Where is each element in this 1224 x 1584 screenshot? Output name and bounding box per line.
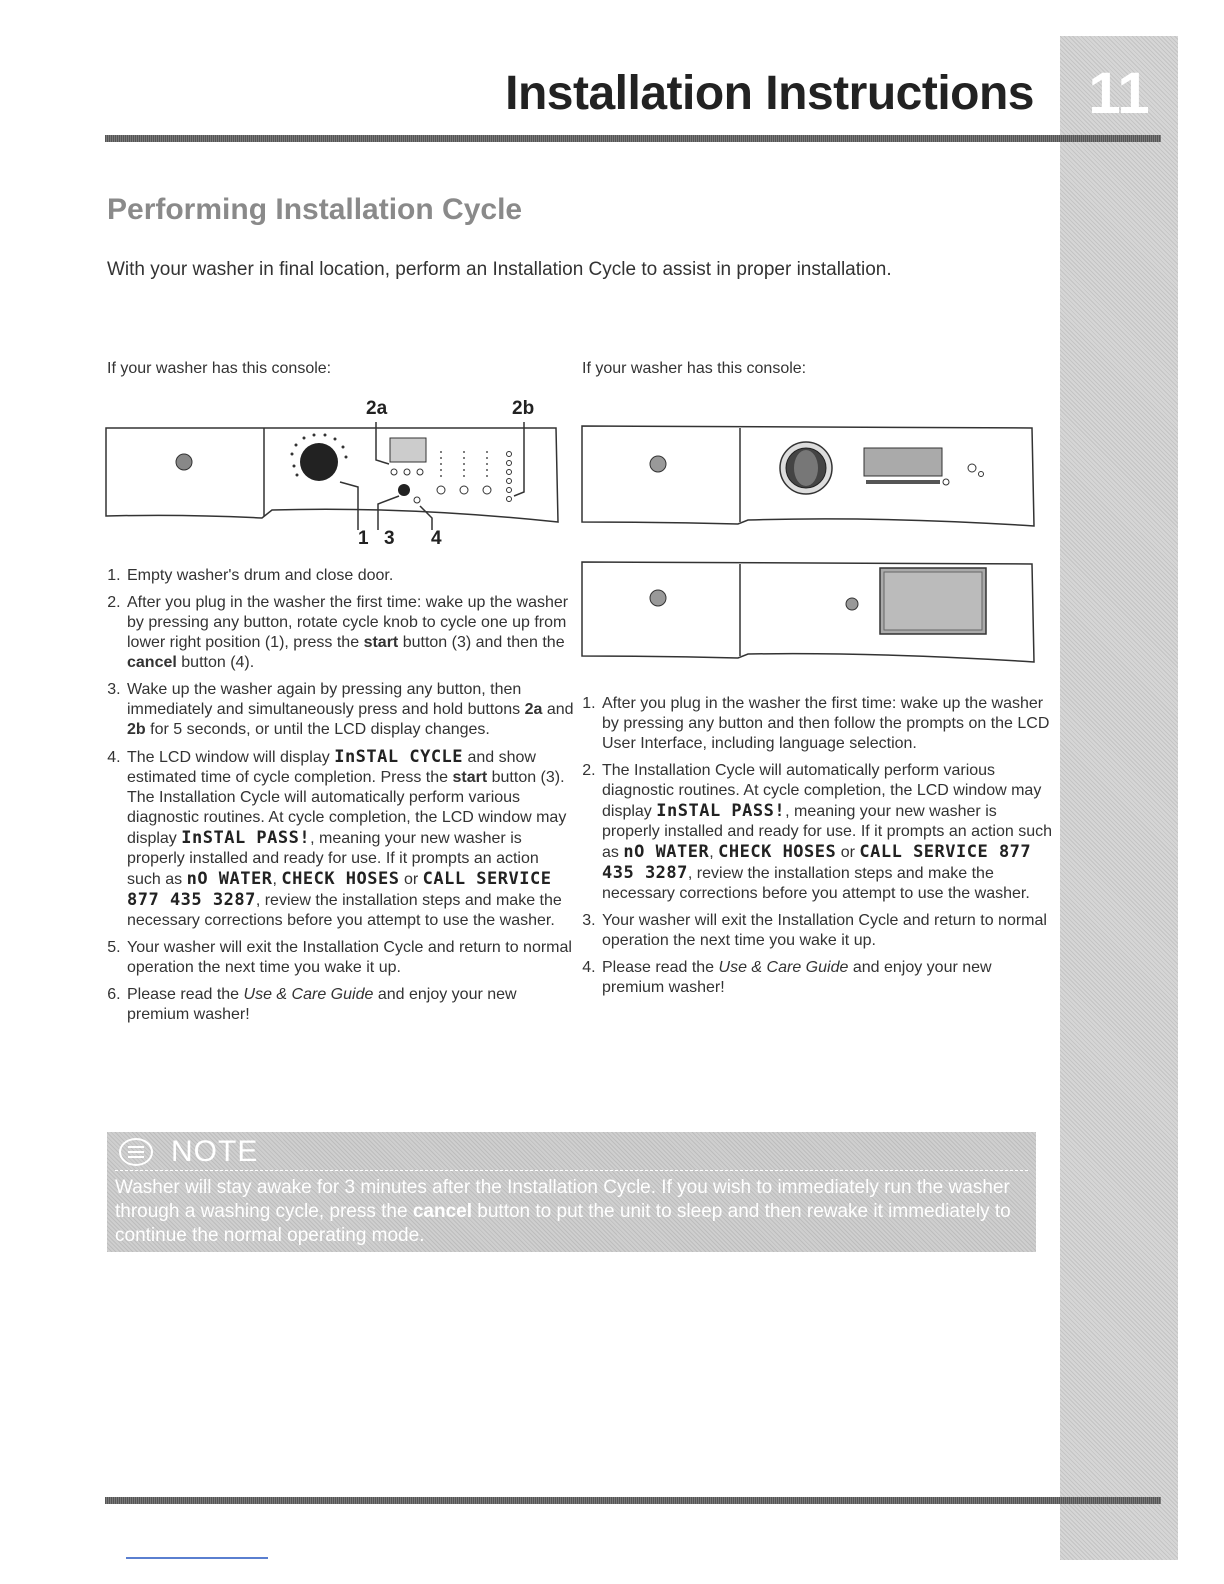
lcd-message: InSTAL CYCLE [334,747,464,767]
lcd-message: nO WATER [186,869,273,889]
note-box [107,1132,1036,1252]
list-item: 4. Please read the Use & Care Guide and enjoy your new premium washer! [600,958,1054,998]
lcd-message: CHECK HOSES [281,869,400,889]
footer-rule [105,1497,1161,1504]
cycle-knob-icon [300,443,338,481]
note-title: NOTE [171,1135,259,1168]
note-text: Washer will stay awake for 3 minutes after the Installation Cycle. If you wish to immediately run the washer through a washing cycle, press the cancel button to put the unit to sleep and then rewake it immediately to continue the normal operating mode. [115,1177,1011,1246]
list-item: 1. After you plug in the washer the first time: wake up the washer by pressing any button and then follow the prompts on the LCD User Interface, including language selection. [600,694,1054,754]
console-diagram-dial [580,424,1038,532]
diagram-label-2a: 2a [366,398,388,419]
console-diagram-knob [104,392,564,552]
list-item: 3. Your washer will exit the Installation Cycle and return to normal operation the next time you wake it up. [600,911,1054,951]
left-console-intro: If your washer has this console: [107,360,332,377]
diagram-label-2b: 2b [512,398,535,419]
lcd-message: InSTAL PASS! [656,801,786,821]
lcd-message: CALL SERVICE 877 435 3287 [602,842,1032,883]
lcd-message: InSTAL PASS! [181,828,311,848]
right-steps-list [582,694,1054,1005]
list-item: 4. The LCD window will display InSTAL CYCLE and show estimated time of cycle completion. Press the start button (3). The Installation Cycle will automatically perform various diagnostic routines. At cycle completion, the LCD window may display InSTAL PASS!, meaning your new washer is properly installed and ready for use. If it prompts an action such as nO WATER, CHECK HOSES or CALL SERVICE 877 435 3287, review the installation steps and make the necessary corrections before you attempt to use the washer. [125,747,575,931]
console-diagram-touchscreen [580,560,1038,666]
list-item: 2. After you plug in the washer the first time: wake up the washer by pressing any button, rotate cycle knob to cycle one up from lower right position (1), press the start button (3) and then the cancel button (4). [125,593,575,673]
header-rule [105,135,1161,142]
lcd-message: CALL SERVICE 877 435 3287 [127,869,552,910]
page-side-tab [1060,36,1178,1560]
page-title: Installation Instructions [505,67,1034,120]
note-icon [119,1138,153,1166]
page-number: 11 [1088,61,1150,126]
list-item: 3. Wake up the washer again by pressing any button, then immediately and simultaneously press and hold buttons 2a and 2b for 5 seconds, or until the LCD display changes. [125,680,575,740]
footer-link-line [126,1557,268,1559]
diagram-label-4: 4 [431,528,442,549]
lcd-message: CHECK HOSES [718,842,837,862]
diagram-label-1: 1 [358,528,369,549]
list-item: 2. The Installation Cycle will automatically perform various diagnostic routines. At cycle completion, the LCD window may display InSTAL PASS!, meaning your new washer is properly installed and ready for use. If it prompts an action such as nO WATER, CHECK HOSES or CALL SERVICE 877 435 3287, review the installation steps and make the necessary corrections before you attempt to use the washer. [600,761,1054,904]
start-button-icon [398,484,410,496]
diagram-label-3: 3 [384,528,395,549]
note-header [119,1134,258,1170]
list-item: 5. Your washer will exit the Installation Cycle and return to normal operation the next time you wake it up. [125,938,575,978]
list-item: 1. Empty washer's drum and close door. [125,566,575,586]
section-title: Performing Installation Cycle [107,193,523,226]
lcd-message: nO WATER [623,842,710,862]
note-divider [115,1170,1028,1171]
section-intro: With your washer in final location, perform an Installation Cycle to assist in proper installation. [107,259,892,280]
left-steps-list [107,566,575,1032]
right-console-intro: If your washer has this console: [582,360,807,377]
list-item: 6. Please read the Use & Care Guide and enjoy your new premium washer! [125,985,575,1025]
